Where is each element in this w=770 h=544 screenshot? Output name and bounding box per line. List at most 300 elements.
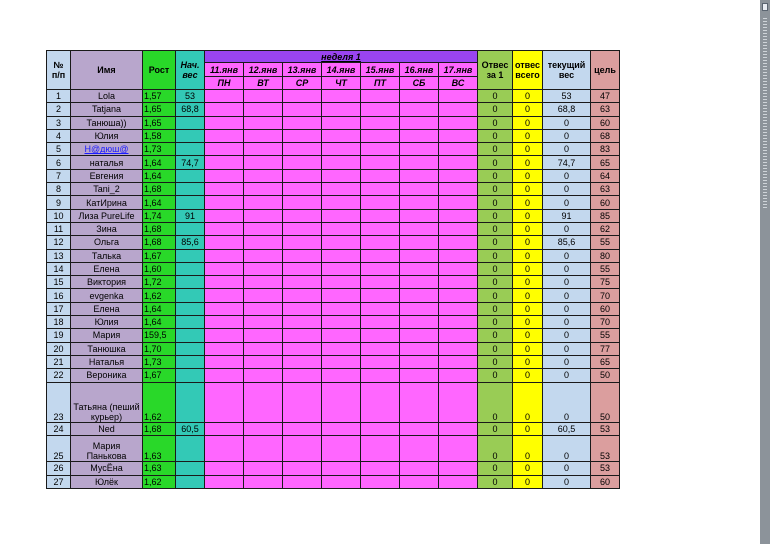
day-weight-cell <box>322 342 361 355</box>
day-weight-cell <box>205 236 244 249</box>
current-weight-cell: 0 <box>543 302 591 315</box>
day-weight-cell <box>205 289 244 302</box>
current-weight-cell: 0 <box>543 116 591 129</box>
day-weight-cell <box>322 369 361 382</box>
height-cell: 1,65 <box>143 103 176 116</box>
loss-week-cell: 0 <box>478 236 513 249</box>
table-row <box>47 103 620 116</box>
table-row <box>47 116 620 129</box>
day-weight-cell <box>322 156 361 169</box>
header-date: 12.янв <box>244 63 283 77</box>
name-cell: Юлия <box>71 316 143 329</box>
day-weight-cell <box>283 422 322 435</box>
goal-cell: 70 <box>591 289 620 302</box>
day-weight-cell <box>244 316 283 329</box>
day-weight-cell <box>400 316 439 329</box>
table-row <box>47 369 620 382</box>
day-weight-cell <box>283 342 322 355</box>
side-vertical-text <box>762 18 768 218</box>
row-number-cell: 14 <box>47 262 71 275</box>
day-weight-cell <box>283 262 322 275</box>
day-weight-cell <box>361 422 400 435</box>
loss-week-cell: 0 <box>478 382 513 422</box>
loss-total-cell: 0 <box>513 209 543 222</box>
start-weight-cell <box>176 116 205 129</box>
loss-week-cell: 0 <box>478 90 513 103</box>
day-weight-cell <box>439 355 478 368</box>
start-weight-cell <box>176 222 205 235</box>
day-weight-cell <box>439 90 478 103</box>
table-row <box>47 236 620 249</box>
row-number-cell: 16 <box>47 289 71 302</box>
day-weight-cell <box>283 103 322 116</box>
row-number-cell: 20 <box>47 342 71 355</box>
height-cell: 1,74 <box>143 209 176 222</box>
start-weight-cell: 60,5 <box>176 422 205 435</box>
current-weight-cell: 0 <box>543 342 591 355</box>
name-cell: Танюшка <box>71 342 143 355</box>
day-weight-cell <box>283 382 322 422</box>
height-cell: 1,70 <box>143 342 176 355</box>
loss-total-cell: 0 <box>513 143 543 156</box>
goal-cell: 85 <box>591 209 620 222</box>
day-weight-cell <box>283 236 322 249</box>
loss-total-cell: 0 <box>513 262 543 275</box>
name-cell: Юлия <box>71 129 143 142</box>
start-weight-cell <box>176 462 205 475</box>
height-cell: 1,63 <box>143 462 176 475</box>
row-number-cell: 5 <box>47 143 71 156</box>
loss-week-cell: 0 <box>478 143 513 156</box>
day-weight-cell <box>205 169 244 182</box>
loss-week-cell: 0 <box>478 302 513 315</box>
loss-week-cell: 0 <box>478 116 513 129</box>
goal-cell: 70 <box>591 316 620 329</box>
goal-cell: 55 <box>591 329 620 342</box>
day-weight-cell <box>244 435 283 462</box>
day-weight-cell <box>400 143 439 156</box>
day-weight-cell <box>322 236 361 249</box>
loss-total-cell: 0 <box>513 156 543 169</box>
current-weight-cell: 0 <box>543 316 591 329</box>
height-cell: 1,63 <box>143 435 176 462</box>
table-row <box>47 382 620 422</box>
day-weight-cell <box>361 462 400 475</box>
name-cell: Lola <box>71 90 143 103</box>
table-row <box>47 196 620 209</box>
day-weight-cell <box>361 129 400 142</box>
header-loss-week-bottom: за 1 <box>486 70 504 80</box>
day-weight-cell <box>322 382 361 422</box>
current-weight-cell: 0 <box>543 369 591 382</box>
goal-cell: 77 <box>591 342 620 355</box>
table-row <box>47 262 620 275</box>
day-weight-cell <box>361 209 400 222</box>
day-weight-cell <box>244 236 283 249</box>
day-weight-cell <box>400 302 439 315</box>
goal-cell: 63 <box>591 183 620 196</box>
day-weight-cell <box>322 103 361 116</box>
loss-total-cell: 0 <box>513 475 543 488</box>
start-weight-cell <box>176 289 205 302</box>
day-weight-cell <box>244 329 283 342</box>
goal-cell: 62 <box>591 222 620 235</box>
day-weight-cell <box>244 196 283 209</box>
current-weight-cell: 85,6 <box>543 236 591 249</box>
name-cell: наталья <box>71 156 143 169</box>
day-weight-cell <box>400 196 439 209</box>
start-weight-cell <box>176 382 205 422</box>
day-weight-cell <box>205 302 244 315</box>
day-weight-cell <box>244 462 283 475</box>
day-weight-cell <box>244 183 283 196</box>
row-number-cell: 15 <box>47 276 71 289</box>
header-week: неделя 1 <box>205 51 478 63</box>
day-weight-cell <box>322 475 361 488</box>
day-weight-cell <box>322 316 361 329</box>
day-weight-cell <box>400 435 439 462</box>
day-weight-cell <box>205 369 244 382</box>
goal-cell: 53 <box>591 422 620 435</box>
header-weekday: СР <box>283 77 322 90</box>
height-cell: 1,68 <box>143 222 176 235</box>
loss-week-cell: 0 <box>478 316 513 329</box>
height-cell: 1,65 <box>143 116 176 129</box>
start-weight-cell <box>176 262 205 275</box>
day-weight-cell <box>439 183 478 196</box>
start-weight-cell <box>176 355 205 368</box>
loss-week-cell: 0 <box>478 422 513 435</box>
name-cell: Талька <box>71 249 143 262</box>
day-weight-cell <box>439 262 478 275</box>
row-number-cell: 3 <box>47 116 71 129</box>
day-weight-cell <box>322 143 361 156</box>
loss-week-cell: 0 <box>478 276 513 289</box>
day-weight-cell <box>439 129 478 142</box>
day-weight-cell <box>400 422 439 435</box>
table-row <box>47 169 620 182</box>
row-number-cell: 6 <box>47 156 71 169</box>
day-weight-cell <box>205 196 244 209</box>
day-weight-cell <box>322 116 361 129</box>
row-number-cell: 24 <box>47 422 71 435</box>
table-row <box>47 90 620 103</box>
day-weight-cell <box>205 382 244 422</box>
loss-week-cell: 0 <box>478 103 513 116</box>
day-weight-cell <box>244 355 283 368</box>
day-weight-cell <box>283 222 322 235</box>
day-weight-cell <box>244 342 283 355</box>
day-weight-cell <box>439 369 478 382</box>
day-weight-cell <box>205 116 244 129</box>
header-start-weight-bottom: вес <box>182 70 198 80</box>
current-weight-cell: 74,7 <box>543 156 591 169</box>
loss-total-cell: 0 <box>513 462 543 475</box>
header-loss-total <box>513 51 543 90</box>
day-weight-cell <box>361 369 400 382</box>
start-weight-cell <box>176 342 205 355</box>
current-weight-cell: 91 <box>543 209 591 222</box>
current-weight-cell: 68,8 <box>543 103 591 116</box>
loss-week-cell: 0 <box>478 129 513 142</box>
row-number-cell: 7 <box>47 169 71 182</box>
header-current-weight <box>543 51 591 90</box>
day-weight-cell <box>361 382 400 422</box>
loss-week-cell: 0 <box>478 435 513 462</box>
loss-week-cell: 0 <box>478 475 513 488</box>
goal-cell: 50 <box>591 382 620 422</box>
name-cell: Ned <box>71 422 143 435</box>
row-number-cell: 9 <box>47 196 71 209</box>
day-weight-cell <box>439 462 478 475</box>
height-cell: 1,64 <box>143 316 176 329</box>
day-weight-cell <box>400 276 439 289</box>
day-weight-cell <box>322 209 361 222</box>
day-weight-cell <box>283 116 322 129</box>
name-cell: Зина <box>71 222 143 235</box>
day-weight-cell <box>244 116 283 129</box>
table-row <box>47 435 620 462</box>
header-weekday: ВТ <box>244 77 283 90</box>
header-current-weight-bottom: вес <box>558 70 575 80</box>
height-cell: 1,64 <box>143 169 176 182</box>
table-row <box>47 209 620 222</box>
day-weight-cell <box>361 169 400 182</box>
current-weight-cell: 0 <box>543 249 591 262</box>
table-row <box>47 289 620 302</box>
name-cell: evgenka <box>71 289 143 302</box>
table-row <box>47 276 620 289</box>
loss-total-cell: 0 <box>513 355 543 368</box>
day-weight-cell <box>361 342 400 355</box>
loss-week-cell: 0 <box>478 262 513 275</box>
goal-cell: 75 <box>591 276 620 289</box>
header-start-weight-top: Нач. <box>180 60 200 70</box>
name-cell: Юлёк <box>71 475 143 488</box>
day-weight-cell <box>322 422 361 435</box>
day-weight-cell <box>244 156 283 169</box>
day-weight-cell <box>400 262 439 275</box>
day-weight-cell <box>244 289 283 302</box>
height-cell: 159,5 <box>143 329 176 342</box>
name-cell: Tani_2 <box>71 183 143 196</box>
day-weight-cell <box>322 302 361 315</box>
table-row <box>47 329 620 342</box>
start-weight-cell <box>176 369 205 382</box>
goal-cell: 68 <box>591 129 620 142</box>
day-weight-cell <box>400 169 439 182</box>
header-name: Имя <box>71 51 143 90</box>
day-weight-cell <box>400 222 439 235</box>
day-weight-cell <box>439 156 478 169</box>
day-weight-cell <box>205 90 244 103</box>
row-number-cell: 26 <box>47 462 71 475</box>
height-cell: 1,62 <box>143 382 176 422</box>
row-number-cell: 18 <box>47 316 71 329</box>
goal-cell: 80 <box>591 249 620 262</box>
day-weight-cell <box>205 435 244 462</box>
table-row <box>47 183 620 196</box>
day-weight-cell <box>322 276 361 289</box>
day-weight-cell <box>439 316 478 329</box>
day-weight-cell <box>361 249 400 262</box>
day-weight-cell <box>400 209 439 222</box>
current-weight-cell: 0 <box>543 183 591 196</box>
goal-cell: 63 <box>591 103 620 116</box>
side-tab-icon <box>762 3 768 11</box>
day-weight-cell <box>400 342 439 355</box>
day-weight-cell <box>283 129 322 142</box>
weight-tracking-table <box>46 50 620 489</box>
loss-total-cell: 0 <box>513 329 543 342</box>
current-weight-cell: 0 <box>543 435 591 462</box>
height-cell: 1,73 <box>143 143 176 156</box>
day-weight-cell <box>361 316 400 329</box>
day-weight-cell <box>322 329 361 342</box>
start-weight-cell <box>176 129 205 142</box>
day-weight-cell <box>244 143 283 156</box>
height-cell: 1,67 <box>143 369 176 382</box>
day-weight-cell <box>439 342 478 355</box>
day-weight-cell <box>400 129 439 142</box>
name-cell: Виктория <box>71 276 143 289</box>
loss-week-cell: 0 <box>478 289 513 302</box>
loss-total-cell: 0 <box>513 302 543 315</box>
current-weight-cell: 0 <box>543 382 591 422</box>
day-weight-cell <box>439 169 478 182</box>
header-weekday: ПТ <box>361 77 400 90</box>
start-weight-cell: 68,8 <box>176 103 205 116</box>
day-weight-cell <box>400 156 439 169</box>
name-cell: Татьяна (пеший курьер) <box>71 382 143 422</box>
table-row <box>47 143 620 156</box>
current-weight-cell: 0 <box>543 196 591 209</box>
day-weight-cell <box>439 143 478 156</box>
loss-week-cell: 0 <box>478 183 513 196</box>
goal-cell: 60 <box>591 475 620 488</box>
goal-cell: 55 <box>591 262 620 275</box>
header-weekday: ПН <box>205 77 244 90</box>
current-weight-cell: 0 <box>543 355 591 368</box>
day-weight-cell <box>205 276 244 289</box>
goal-cell: 65 <box>591 355 620 368</box>
day-weight-cell <box>361 302 400 315</box>
start-weight-cell <box>176 196 205 209</box>
day-weight-cell <box>400 369 439 382</box>
loss-week-cell: 0 <box>478 196 513 209</box>
current-weight-cell: 0 <box>543 169 591 182</box>
row-number-cell: 2 <box>47 103 71 116</box>
day-weight-cell <box>322 129 361 142</box>
row-number-cell: 21 <box>47 355 71 368</box>
current-weight-cell: 0 <box>543 262 591 275</box>
day-weight-cell <box>361 329 400 342</box>
table-row <box>47 475 620 488</box>
loss-total-cell: 0 <box>513 103 543 116</box>
loss-total-cell: 0 <box>513 289 543 302</box>
day-weight-cell <box>322 169 361 182</box>
day-weight-cell <box>283 355 322 368</box>
day-weight-cell <box>244 382 283 422</box>
header-date: 14.янв <box>322 63 361 77</box>
start-weight-cell <box>176 475 205 488</box>
day-weight-cell <box>283 276 322 289</box>
header-loss-total-top: отвес <box>515 60 540 70</box>
start-weight-cell <box>176 183 205 196</box>
height-cell: 1,62 <box>143 289 176 302</box>
day-weight-cell <box>439 222 478 235</box>
current-weight-cell: 0 <box>543 329 591 342</box>
header-date: 13.янв <box>283 63 322 77</box>
day-weight-cell <box>205 209 244 222</box>
header-number-top: № <box>53 60 64 70</box>
day-weight-cell <box>439 435 478 462</box>
day-weight-cell <box>205 249 244 262</box>
header-height: Рост <box>143 51 176 90</box>
table-row <box>47 462 620 475</box>
day-weight-cell <box>205 143 244 156</box>
day-weight-cell <box>400 103 439 116</box>
goal-cell: 60 <box>591 302 620 315</box>
row-number-cell: 12 <box>47 236 71 249</box>
goal-cell: 53 <box>591 462 620 475</box>
current-weight-cell: 53 <box>543 90 591 103</box>
day-weight-cell <box>439 116 478 129</box>
table-row <box>47 156 620 169</box>
loss-week-cell: 0 <box>478 355 513 368</box>
day-weight-cell <box>283 462 322 475</box>
start-weight-cell: 91 <box>176 209 205 222</box>
day-weight-cell <box>244 169 283 182</box>
height-cell: 1,73 <box>143 355 176 368</box>
day-weight-cell <box>283 169 322 182</box>
day-weight-cell <box>205 222 244 235</box>
day-weight-cell <box>283 475 322 488</box>
height-cell: 1,68 <box>143 236 176 249</box>
name-link-cell[interactable]: Н@дюш@ <box>71 143 143 156</box>
day-weight-cell <box>205 103 244 116</box>
day-weight-cell <box>244 422 283 435</box>
day-weight-cell <box>400 116 439 129</box>
day-weight-cell <box>283 249 322 262</box>
row-number-cell: 22 <box>47 369 71 382</box>
header-date: 11.янв <box>205 63 244 77</box>
loss-total-cell: 0 <box>513 183 543 196</box>
name-cell: Мария Панькова <box>71 435 143 462</box>
loss-week-cell: 0 <box>478 249 513 262</box>
day-weight-cell <box>283 329 322 342</box>
start-weight-cell <box>176 302 205 315</box>
loss-total-cell: 0 <box>513 422 543 435</box>
day-weight-cell <box>244 262 283 275</box>
name-cell: Вероника <box>71 369 143 382</box>
row-number-cell: 23 <box>47 382 71 422</box>
height-cell: 1,67 <box>143 249 176 262</box>
table-row <box>47 302 620 315</box>
header-date: 16.янв <box>400 63 439 77</box>
day-weight-cell <box>322 355 361 368</box>
row-number-cell: 13 <box>47 249 71 262</box>
day-weight-cell <box>361 183 400 196</box>
day-weight-cell <box>400 289 439 302</box>
day-weight-cell <box>205 355 244 368</box>
loss-total-cell: 0 <box>513 342 543 355</box>
day-weight-cell <box>439 196 478 209</box>
name-cell: Мария <box>71 329 143 342</box>
row-number-cell: 11 <box>47 222 71 235</box>
header-goal: цель <box>591 51 620 90</box>
height-cell: 1,64 <box>143 302 176 315</box>
